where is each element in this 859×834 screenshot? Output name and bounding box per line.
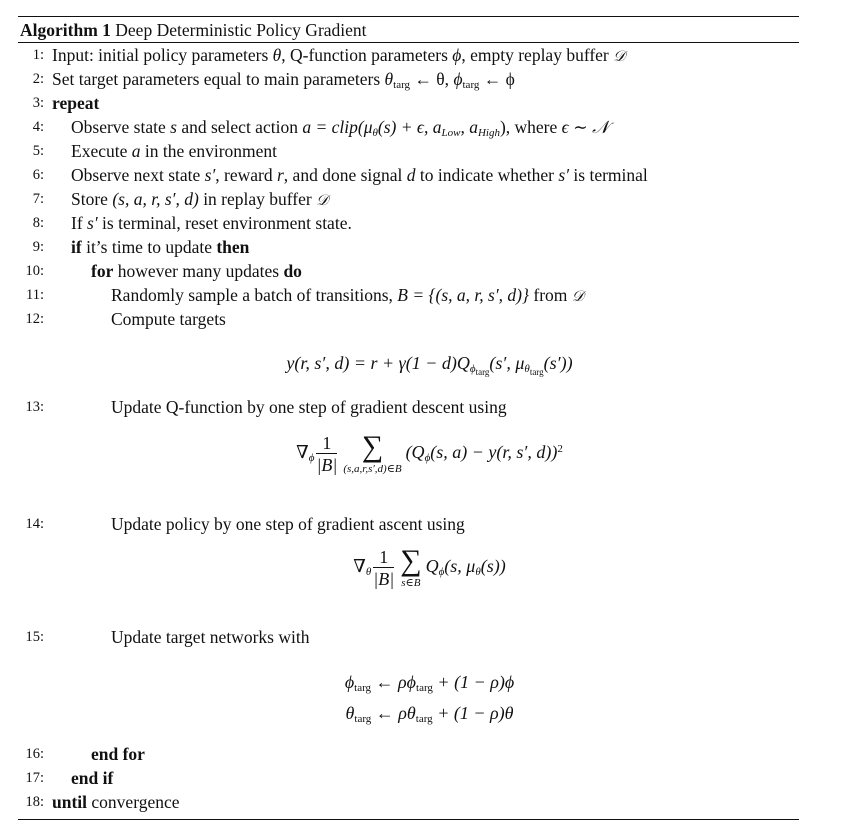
line-number: 17: — [25, 770, 44, 786]
line-number: 12: — [25, 311, 44, 327]
keyword-end-if: end if — [71, 768, 114, 788]
line-number: 8: — [32, 215, 44, 231]
algo-line-7: 7: Store (s, a, r, s′, d) in replay buffer 𝒟 — [0, 187, 859, 211]
line-number: 5: — [32, 143, 44, 159]
keyword-do: do — [283, 261, 302, 281]
line-number: 18: — [25, 794, 44, 810]
algo-line-14: 14: Update policy by one step of gradient ascent using — [0, 512, 859, 536]
algo-line-8: 8: If s′ is terminal, reset environment state. — [0, 211, 859, 235]
policy-gradient-equation: $\nabla_\theta$ $\frac{1}{|B|}$ ∑ s∈B $Q_\phi(s$, $\mu_\theta(s)$) — [353, 544, 506, 589]
algo-line-2: 2: Set target parameters equal to main parameters $\theta_{targ}$ ← θ, $\phi_{targ}$ ← ϕ — [0, 67, 859, 91]
algorithm-label: Algorithm 1 — [20, 20, 111, 40]
algorithm-name: Deep Deterministic Policy Gradient — [115, 20, 367, 40]
bottom-rule — [18, 819, 799, 820]
target-update-phi: $\phi_{targ}$ ← $\rho\phi_{targ} + (1 - \rho)\phi$ — [344, 672, 515, 694]
algo-line-3 — [0, 91, 859, 115]
line-number: 11: — [26, 287, 44, 303]
line-number: 16: — [25, 746, 44, 762]
line-number: 4: — [32, 119, 44, 135]
algo-line-18: 18: until convergence — [0, 790, 859, 814]
line-number: 15: — [25, 629, 44, 645]
keyword-repeat: repeat — [52, 93, 100, 113]
keyword-if: if — [71, 237, 82, 257]
line-number: 14: — [25, 516, 44, 532]
algorithm-title — [20, 18, 367, 42]
line-number: 9: — [32, 239, 44, 255]
algo-line-11: 11: Randomly sample a batch of transitions, B = {(s, a, r, s′, d)} from 𝒟 — [0, 283, 859, 307]
algo-line-17 — [0, 766, 859, 790]
line-number: 3: — [32, 95, 44, 111]
line-number: 2: — [32, 71, 44, 87]
algo-line-6: 6: Observe next state s′, reward r, and done signal d to indicate whether s′ is terminal — [0, 163, 859, 187]
line-number: 10: — [25, 263, 44, 279]
line-number: 1: — [32, 47, 44, 63]
algo-line-12: 12: Compute targets — [0, 307, 859, 331]
algo-line-15: 15: Update target networks with — [0, 625, 859, 649]
line-number: 6: — [32, 167, 44, 183]
keyword-until: until — [52, 792, 88, 812]
keyword-for: for — [91, 261, 114, 281]
algo-line-10: 10: for however many updates do — [0, 259, 859, 283]
keyword-end-for: end for — [91, 744, 145, 764]
algo-line-4: 4: Observe state s and select action $a = clip(\mu_\theta(s) + \epsilon$, $a_{Low}$, $a_{High}$), where ϵ ∼ 𝒩 — [0, 115, 859, 139]
algo-line-13: 13: Update Q-function by one step of gradient descent using — [0, 395, 859, 419]
target-equation: y(r, s′, $d) = r + \gamma(1 - d)Q_{\phi_{targ}}(s'$, $\mu_{\theta_{targ}}(s')$) — [286, 353, 573, 377]
line-number: 7: — [32, 191, 44, 207]
algo-line-16 — [0, 742, 859, 766]
algo-line-1: 1: Input: initial policy parameters θ, Q-function parameters ϕ, empty replay buffer 𝒟 — [0, 43, 859, 67]
algo-line-5: 5: Execute a in the environment — [0, 139, 859, 163]
keyword-then: then — [216, 237, 250, 257]
q-loss-equation: $\nabla_\phi$ $\frac{1}{|B|}$ ∑ (s,a,r,s′,d)∈B ($Q_\phi(s$, a) − y(r, s′, d))$^2$ — [296, 430, 563, 475]
line-number: 13: — [25, 399, 44, 415]
algo-line-9: 9: if it’s time to update then — [0, 235, 859, 259]
target-update-theta: $\theta_{targ}$ ← $\rho\theta_{targ} + (1 - \rho)\theta$ — [345, 703, 514, 725]
